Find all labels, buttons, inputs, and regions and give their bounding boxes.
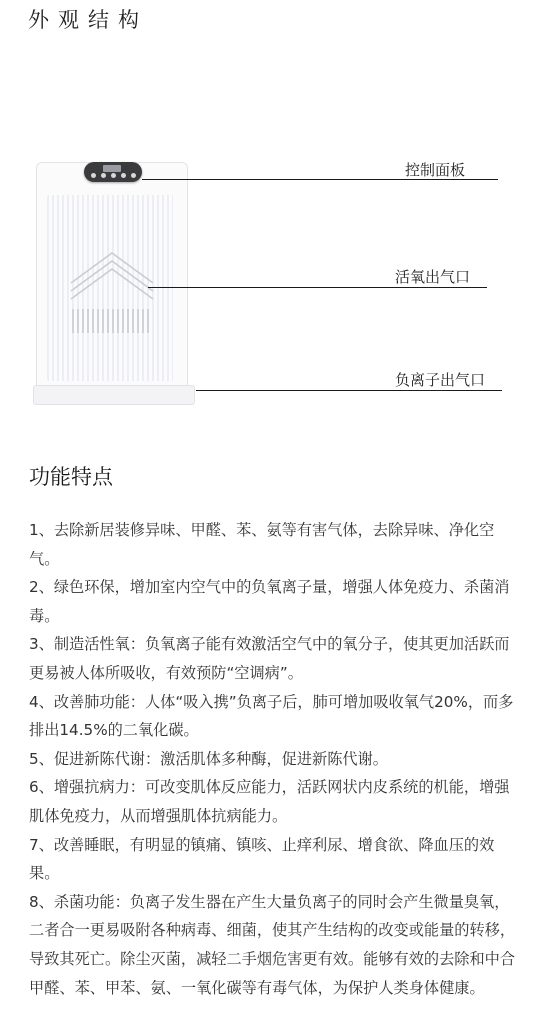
air-purifier-illustration <box>33 157 195 405</box>
panel-button <box>101 173 106 178</box>
panel-button <box>111 173 116 178</box>
callout-control-panel: 控制面板 <box>405 161 466 179</box>
callout-active-oxygen-outlet: 活氧出气口 <box>395 268 471 286</box>
feature-item: 4、改善肺功能：人体“吸入携”负离子后，肺可增加吸收氧气20%，而多排出14.5%的二氧化碳。 <box>29 692 514 740</box>
callout-line-active-oxygen <box>148 287 487 288</box>
callout-line-negative-ion <box>196 390 502 391</box>
panel-button <box>131 173 136 178</box>
purifier-base <box>33 385 195 405</box>
feature-item: 8、杀菌功能：负离子发生器在产生大量负离子的同时会产生微量臭氧，二者合一更易吸附各种病毒、细菌，使其产生结构的改变或能量的转移，导致其死亡。除尘灭菌，减轻二手烟危害更有效。能够有效的去除和中合甲醛、苯、甲苯、氨、一氧化碳等有毒气体，为保护人类身体健康。 <box>29 892 515 997</box>
feature-item: 7、改善睡眠，有明显的镇痛、镇咳、止痒利尿、增食欲、降血压的效果。 <box>29 835 495 883</box>
feature-item: 2、绿色环保，增加室内空气中的负氧离子量，增强人体免疫力、杀菌消毒。 <box>29 578 510 625</box>
feature-item: 5、促进新陈代谢：激活肌体多种酶，促进新陈代谢。 <box>29 749 388 768</box>
panel-button <box>91 173 96 178</box>
callout-negative-ion-outlet: 负离子出气口 <box>395 371 486 389</box>
active-oxygen-vent <box>69 247 155 337</box>
panel-button <box>121 173 126 178</box>
feature-list <box>29 516 517 1002</box>
page-title: 外观结构 <box>28 8 148 32</box>
section-title: 功能特点 <box>29 465 113 489</box>
feature-item: 1、去除新居装修异味、甲醛、苯、氨等有害气体，去除异味、净化空气。 <box>29 521 495 568</box>
feature-item: 6、增强抗病力：可改变肌体反应能力，活跃网状内皮系统的机能，增强肌体免疫力，从而增强肌体抗病能力。 <box>29 778 510 825</box>
display-screen <box>103 165 121 172</box>
control-panel <box>84 162 142 182</box>
feature-item: 3、制造活性氧：负氧离子能有效激活空气中的氧分子，使其更加活跃而更易被人体所吸收，有效预防“空调病”。 <box>29 635 510 682</box>
